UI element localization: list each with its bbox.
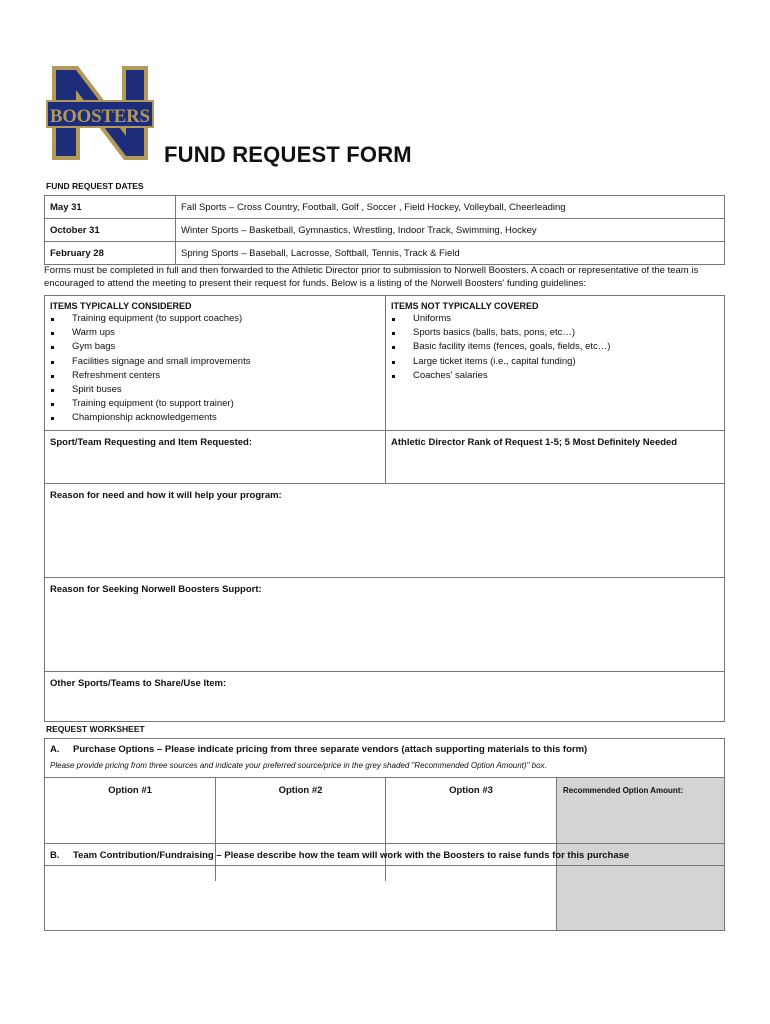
date-cell: May 31: [45, 196, 176, 219]
ad-rank-field[interactable]: [385, 430, 725, 484]
list-item: Uniforms: [392, 312, 724, 326]
list-item: Facilities signage and small improvements: [51, 355, 385, 369]
recommended-option-label: Recommended Option Amount:: [563, 786, 684, 795]
section-b-letter: B.: [50, 850, 60, 861]
contribution-grey-field[interactable]: [557, 866, 724, 930]
other-teams-label: Other Sports/Teams to Share/Use Item:: [50, 678, 227, 689]
table-row: [45, 196, 725, 219]
date-cell: October 31: [45, 219, 176, 242]
reason-seek-field[interactable]: [44, 577, 725, 672]
section-b-text: Team Contribution/Fundraising – Please describe how the team will work with the Boosters to raise funds for this purchase: [73, 850, 630, 861]
dates-table: [44, 195, 725, 265]
option-1-label: Option #1: [108, 785, 152, 796]
request-worksheet: [44, 738, 725, 931]
list-item: Coaches' salaries: [392, 369, 724, 383]
items-considered-box: [44, 295, 386, 431]
list-item: Sports basics (balls, bats, pons, etc…): [392, 326, 724, 340]
list-item: Gym bags: [51, 340, 385, 354]
page-title: FUND REQUEST FORM: [164, 142, 412, 167]
sport-team-field[interactable]: [44, 430, 386, 484]
list-item: Championship acknowledgements: [51, 411, 385, 425]
dates-label: FUND REQUEST DATES: [46, 181, 144, 191]
intro-text: Forms must be completed in full and then forwarded to the Athletic Director prior to submission to Norwell Boosters. A coach or representative of the team is encouraged to attend the meeting to present their request for funds. Below is a listing of the Norwell Boosters' funding guidelines:: [44, 265, 699, 289]
reason-seek-label: Reason for Seeking Norwell Boosters Support:: [50, 584, 262, 595]
list-item: Refreshment centers: [51, 369, 385, 383]
table-row: [45, 219, 725, 242]
sport-team-label: Sport/Team Requesting and Item Requested:: [50, 437, 252, 448]
contribution-field[interactable]: [45, 866, 557, 930]
sports-cell: Winter Sports – Basketball, Gymnastics, Wrestling, Indoor Track, Swimming, Hockey: [176, 219, 725, 242]
items-considered-heading: ITEMS TYPICALLY CONSIDERED: [50, 301, 192, 311]
table-row: [45, 242, 725, 265]
section-a-heading: [45, 744, 587, 755]
section-a-note: Please provide pricing from three sources and indicate your preferred source/price in the grey shaded "Recommended Option Amount)" box.: [50, 761, 547, 770]
section-b-heading: [45, 843, 724, 866]
other-teams-field[interactable]: [44, 671, 725, 722]
date-cell: February 28: [45, 242, 176, 265]
sports-cell: Fall Sports – Cross Country, Football, Golf , Soccer , Field Hockey, Volleyball, Cheerleading: [176, 196, 725, 219]
items-considered-list: [51, 312, 385, 426]
list-item: Spirit buses: [51, 383, 385, 397]
reason-need-field[interactable]: [44, 483, 725, 578]
reason-need-label: Reason for need and how it will help your program:: [50, 490, 282, 501]
option-3-label: Option #3: [449, 785, 493, 796]
section-a-text: Purchase Options – Please indicate pricing from three separate vendors (attach supporting materials to this form): [73, 744, 588, 755]
section-a-letter: A.: [50, 744, 60, 755]
list-item: Training equipment (to support trainer): [51, 397, 385, 411]
boosters-logo: [46, 62, 154, 164]
list-item: Basic facility items (fences, goals, fields, etc…): [392, 340, 724, 354]
ad-rank-label: Athletic Director Rank of Request 1-5; 5 Most Definitely Needed: [391, 437, 678, 448]
list-item: Training equipment (to support coaches): [51, 312, 385, 326]
worksheet-label: REQUEST WORKSHEET: [46, 724, 145, 734]
items-not-covered-heading: ITEMS NOT TYPICALLY COVERED: [391, 301, 539, 311]
contribution-row: [45, 865, 724, 930]
option-2-label: Option #2: [278, 785, 323, 796]
sports-cell: Spring Sports – Baseball, Lacrosse, Softball, Tennis, Track & Field: [176, 242, 725, 265]
list-item: Large ticket items (i.e., capital funding): [392, 355, 724, 369]
items-not-covered-list: [392, 312, 724, 383]
logo-text: BOOSTERS: [50, 106, 150, 127]
items-not-covered-box: [385, 295, 725, 431]
list-item: Warm ups: [51, 326, 385, 340]
